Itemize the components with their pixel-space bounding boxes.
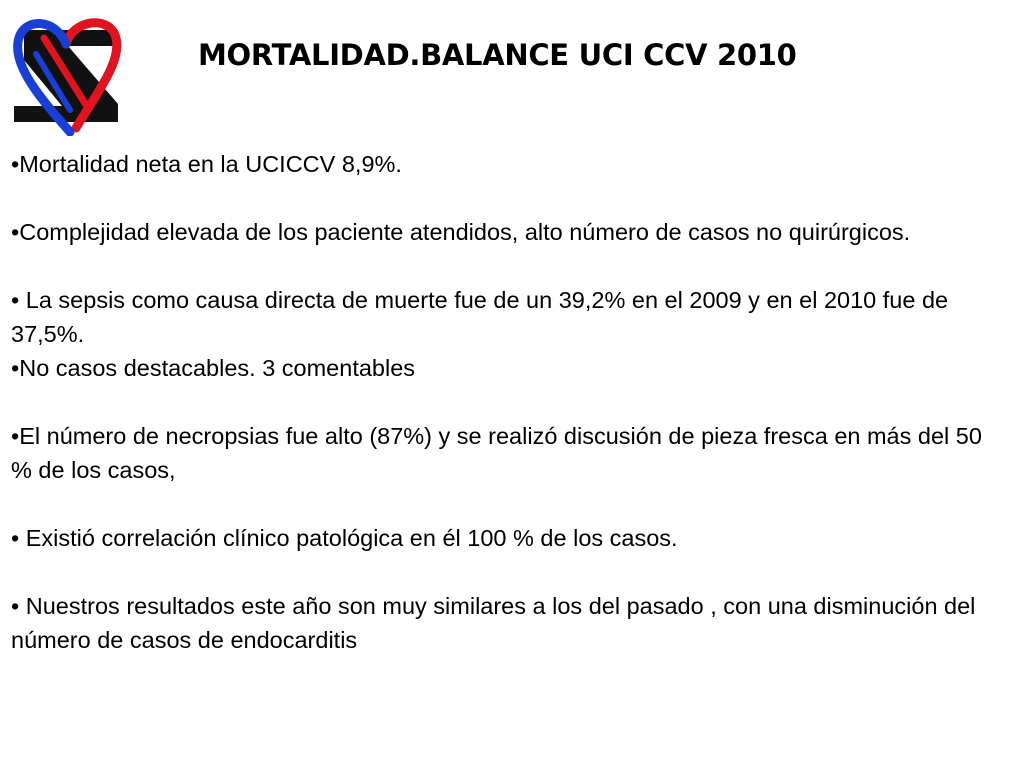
slide-title: MORTALIDAD.BALANCE UCI CCV 2010 bbox=[198, 38, 797, 72]
bullet-necropsias: •El número de necropsias fue alto (87%) y se realizó discusión de pieza fresca en más del 50 % de los casos, bbox=[11, 423, 982, 483]
bullet-resultados: • Nuestros resultados este año son muy similares a los del pasado , con una disminución del número de casos de endocarditis bbox=[11, 593, 976, 653]
bullet-complejidad: •Complejidad elevada de los paciente atendidos, alto número de casos no quirúrgicos. bbox=[11, 219, 911, 245]
heart-logo-icon bbox=[6, 8, 128, 136]
bullet-casos-destacables: •No casos destacables. 3 comentables bbox=[11, 355, 416, 381]
bullet-sepsis: • La sepsis como causa directa de muerte fue de un 39,2% en el 2009 y en el 2010 fue de 37,5%. bbox=[11, 287, 949, 347]
slide-body bbox=[11, 147, 1001, 657]
bullet-correlacion: • Existió correlación clínico patológica en él 100 % de los casos. bbox=[11, 525, 678, 551]
bullet-mortalidad: •Mortalidad neta en la UCICCV 8,9%. bbox=[11, 151, 402, 177]
